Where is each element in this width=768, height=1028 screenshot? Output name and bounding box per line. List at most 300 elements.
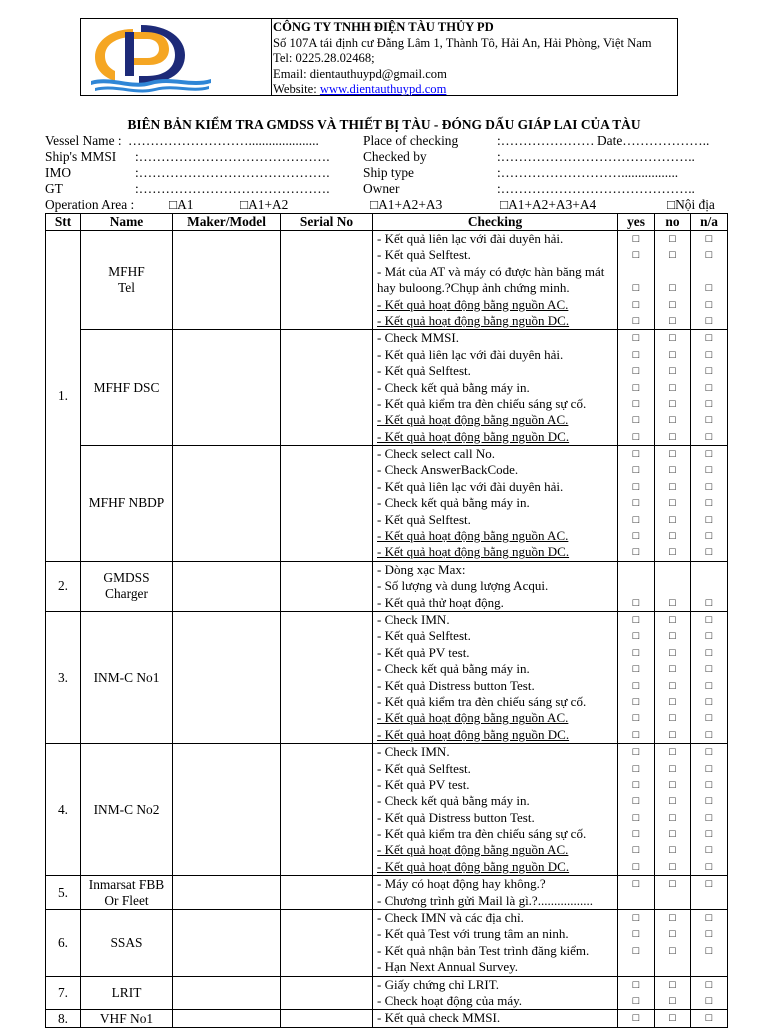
na-checkbox[interactable] [691, 744, 727, 760]
checkbox-icon: □ [705, 712, 713, 725]
yes-checkbox[interactable] [618, 479, 654, 495]
yes-checkbox [618, 893, 654, 909]
yes-checkbox[interactable] [618, 446, 654, 462]
option-a1-a2-a3-a4[interactable]: □A1+A2+A3+A4 [500, 197, 597, 212]
stt-cell: 7. [46, 976, 81, 1010]
maker-model-cell[interactable] [173, 446, 281, 562]
na-checkbox[interactable] [691, 943, 727, 959]
yes-checkbox[interactable] [618, 678, 654, 694]
header-serial: Serial No [281, 214, 373, 231]
company-logo [81, 19, 272, 95]
table-row [46, 612, 728, 744]
option-a1-a2-a3[interactable]: □A1+A2+A3 [370, 197, 443, 212]
checkbox-icon: □ [705, 646, 713, 659]
checkbox-icon: □ [669, 728, 676, 741]
equipment-name: LRIT [111, 984, 142, 1000]
checkbox-icon: □ [669, 860, 676, 873]
no-checkbox[interactable] [655, 247, 690, 263]
equipment-name: INM-C No1 [93, 669, 160, 685]
checking-cell [373, 561, 618, 611]
na-checkbox[interactable] [691, 380, 727, 396]
yes-checkbox[interactable] [618, 528, 654, 544]
yes-checkbox[interactable] [618, 710, 654, 726]
na-cell [691, 231, 728, 330]
na-checkbox[interactable] [691, 645, 727, 661]
checkbox-icon: □ [705, 778, 713, 791]
no-checkbox [655, 959, 690, 975]
na-checkbox[interactable] [691, 231, 727, 247]
yes-checkbox[interactable] [618, 859, 654, 875]
yes-cell [618, 910, 655, 977]
checkbox-icon: □ [669, 332, 676, 345]
check-item: - Giấy chứng chỉ LRIT. [377, 976, 499, 992]
no-checkbox[interactable] [655, 1010, 690, 1026]
na-checkbox[interactable] [691, 612, 727, 628]
na-checkbox[interactable] [691, 412, 727, 428]
no-checkbox[interactable] [655, 512, 690, 528]
maker-model-cell[interactable] [173, 330, 281, 446]
na-checkbox[interactable] [691, 446, 727, 462]
checking-cell [373, 876, 618, 910]
no-checkbox [655, 562, 690, 578]
checkbox-icon: □ [669, 1012, 676, 1025]
checkbox-icon: □ [669, 912, 676, 925]
yes-checkbox[interactable] [618, 977, 654, 993]
yes-checkbox[interactable] [618, 694, 654, 710]
gt-label: GT [45, 181, 63, 196]
no-checkbox[interactable] [655, 810, 690, 826]
owner-field[interactable]: :…………………………………….. [497, 181, 695, 196]
yes-checkbox[interactable] [618, 842, 654, 858]
checkbox-icon: □ [705, 944, 713, 957]
na-checkbox[interactable] [691, 347, 727, 363]
no-checkbox[interactable] [655, 479, 690, 495]
yes-cell [618, 1010, 655, 1027]
maker-model-cell[interactable] [173, 561, 281, 611]
na-checkbox[interactable] [691, 512, 727, 528]
no-checkbox[interactable] [655, 264, 690, 297]
checkbox-icon: □ [669, 630, 676, 643]
yes-checkbox[interactable] [618, 264, 654, 297]
yes-cell [618, 876, 655, 910]
yes-checkbox[interactable] [618, 330, 654, 346]
checkbox-icon: □ [632, 298, 640, 311]
yes-cell [618, 561, 655, 611]
yes-checkbox[interactable] [618, 544, 654, 560]
check-item: - Kết quả Selftest. [377, 363, 471, 379]
stt-cell: 3. [46, 612, 81, 744]
na-checkbox[interactable] [691, 727, 727, 743]
na-checkbox[interactable] [691, 297, 727, 313]
checkbox-icon: □ [632, 480, 640, 493]
serial-no-cell[interactable] [281, 612, 373, 744]
no-checkbox[interactable] [655, 380, 690, 396]
checkbox-icon: □ [669, 298, 676, 311]
check-item: - Hạn Next Annual Survey. [377, 959, 519, 975]
check-item: - Số lượng và dung lượng Acqui. [377, 578, 549, 594]
checkbox-icon: □ [632, 497, 640, 510]
no-checkbox[interactable] [655, 910, 690, 926]
checkbox-icon: □ [632, 464, 640, 477]
checkbox-icon: □ [632, 746, 640, 759]
na-checkbox[interactable] [691, 330, 727, 346]
na-checkbox[interactable] [691, 528, 727, 544]
checkbox-icon: □ [705, 912, 713, 925]
checkbox-icon [618, 578, 654, 594]
yes-checkbox[interactable] [618, 876, 654, 892]
yes-checkbox[interactable] [618, 943, 654, 959]
checkbox-icon [618, 562, 654, 578]
check-item: - Kết quả hoạt động bằng nguồn AC. [377, 710, 569, 726]
yes-checkbox[interactable] [618, 247, 654, 263]
equipment-name-cell [81, 744, 173, 876]
yes-checkbox[interactable] [618, 462, 654, 478]
na-checkbox[interactable] [691, 993, 727, 1009]
checkbox-icon: □ [705, 480, 713, 493]
na-checkbox[interactable] [691, 661, 727, 677]
yes-checkbox[interactable] [618, 645, 654, 661]
checkbox-icon: □ [669, 381, 676, 394]
checkbox-icon: □ [705, 978, 713, 991]
no-checkbox[interactable] [655, 396, 690, 412]
checkbox-icon: □ [632, 332, 640, 345]
checkbox-icon: □ [669, 944, 676, 957]
maker-model-cell[interactable] [173, 231, 281, 330]
checkbox-icon: □ [632, 233, 640, 245]
checkbox-icon: □ [669, 878, 676, 891]
no-checkbox[interactable] [655, 993, 690, 1009]
checkbox-icon: □ [669, 978, 676, 991]
yes-checkbox[interactable] [618, 612, 654, 628]
check-item: - Chương trình gửi Mail là gì.?................. [377, 892, 593, 908]
na-checkbox[interactable] [691, 544, 727, 560]
equipment-name: GMDSS [103, 570, 150, 586]
checkbox-icon: □ [705, 663, 713, 676]
equipment-name-cell [81, 1010, 173, 1027]
yes-checkbox[interactable] [618, 297, 654, 313]
no-checkbox[interactable] [655, 363, 690, 379]
no-checkbox[interactable] [655, 727, 690, 743]
maker-model-cell[interactable] [173, 910, 281, 977]
na-checkbox[interactable] [691, 810, 727, 826]
checked-by-label: Checked by [363, 149, 427, 164]
na-checkbox[interactable] [691, 777, 727, 793]
yes-checkbox[interactable] [618, 744, 654, 760]
no-checkbox[interactable] [655, 612, 690, 628]
no-cell [655, 446, 691, 562]
serial-no-cell[interactable] [281, 561, 373, 611]
no-checkbox[interactable] [655, 528, 690, 544]
yes-checkbox[interactable] [618, 777, 654, 793]
na-checkbox [691, 959, 727, 975]
checkbox-icon: □ [632, 614, 640, 626]
na-checkbox[interactable] [691, 710, 727, 726]
option-a1-a2[interactable]: □A1+A2 [240, 197, 289, 212]
equipment-name: VHF No1 [99, 1010, 154, 1026]
yes-checkbox [618, 562, 654, 578]
maker-model-cell[interactable] [173, 1010, 281, 1027]
yes-checkbox[interactable] [618, 495, 654, 511]
no-checkbox[interactable] [655, 297, 690, 313]
no-checkbox[interactable] [655, 678, 690, 694]
checkbox-icon: □ [669, 513, 676, 526]
no-checkbox[interactable] [655, 628, 690, 644]
no-checkbox[interactable] [655, 462, 690, 478]
check-item: - Check kết quả bằng máy in. [377, 379, 530, 395]
na-checkbox[interactable] [691, 363, 727, 379]
checkbox-icon [655, 578, 690, 594]
na-checkbox[interactable] [691, 876, 727, 892]
company-header [80, 18, 678, 96]
na-checkbox[interactable] [691, 910, 727, 926]
yes-checkbox[interactable] [618, 761, 654, 777]
no-cell [655, 330, 691, 446]
check-item: - Kết quả hoạt động bằng nguồn AC. [377, 842, 569, 858]
no-checkbox[interactable] [655, 544, 690, 560]
yes-checkbox[interactable] [618, 993, 654, 1009]
checkbox-icon: □ [705, 844, 713, 857]
no-checkbox[interactable] [655, 842, 690, 858]
equipment-name-cell [81, 612, 173, 744]
checkbox-icon: □ [705, 1012, 713, 1025]
na-cell [691, 446, 728, 562]
no-checkbox[interactable] [655, 495, 690, 511]
na-checkbox[interactable] [691, 678, 727, 694]
na-checkbox[interactable] [691, 694, 727, 710]
check-item: - Check IMN. [377, 744, 450, 760]
yes-cell [618, 976, 655, 1010]
yes-checkbox[interactable] [618, 1010, 654, 1026]
yes-checkbox[interactable] [618, 380, 654, 396]
na-checkbox[interactable] [691, 595, 727, 611]
check-item: - Kết quả Selftest. [377, 760, 471, 776]
table-row [46, 446, 728, 562]
yes-checkbox[interactable] [618, 396, 654, 412]
check-item: - Check MMSI. [377, 330, 459, 346]
yes-checkbox[interactable] [618, 363, 654, 379]
serial-no-cell[interactable] [281, 231, 373, 330]
na-cell [691, 330, 728, 446]
checkbox-icon: □ [669, 928, 676, 941]
na-checkbox[interactable] [691, 859, 727, 875]
no-checkbox[interactable] [655, 412, 690, 428]
imo-field[interactable]: :……………………………………. [135, 165, 330, 180]
checkbox-icon: □ [632, 381, 640, 394]
yes-checkbox[interactable] [618, 628, 654, 644]
na-checkbox[interactable] [691, 826, 727, 842]
checkbox-icon: □ [705, 746, 713, 759]
na-checkbox [691, 893, 727, 909]
serial-no-cell[interactable] [281, 330, 373, 446]
no-checkbox[interactable] [655, 330, 690, 346]
na-checkbox[interactable] [691, 761, 727, 777]
no-checkbox[interactable] [655, 943, 690, 959]
table-row [46, 910, 728, 977]
yes-checkbox [618, 959, 654, 975]
yes-checkbox[interactable] [618, 595, 654, 611]
check-item: - Máy có hoạt động hay không.? [377, 876, 546, 892]
checkbox-icon: □ [705, 928, 713, 941]
na-checkbox[interactable] [691, 926, 727, 942]
operation-area-label: Operation Area : [45, 197, 135, 212]
yes-checkbox[interactable] [618, 926, 654, 942]
equipment-name-cell [81, 976, 173, 1010]
checking-cell [373, 744, 618, 876]
na-checkbox[interactable] [691, 495, 727, 511]
checking-cell [373, 612, 618, 744]
yes-checkbox[interactable] [618, 429, 654, 445]
no-checkbox[interactable] [655, 876, 690, 892]
maker-model-cell[interactable] [173, 976, 281, 1010]
serial-no-cell[interactable] [281, 910, 373, 977]
table-row [46, 744, 728, 876]
check-item: - Kết quả liên lạc với đài duyên hải. [377, 346, 564, 362]
yes-checkbox[interactable] [618, 231, 654, 247]
serial-no-cell[interactable] [281, 744, 373, 876]
checkbox-icon [618, 959, 654, 975]
no-checkbox[interactable] [655, 661, 690, 677]
maker-model-cell[interactable] [173, 744, 281, 876]
vessel-name-field[interactable]: ………………………..................... [128, 133, 319, 148]
yes-checkbox[interactable] [618, 661, 654, 677]
stt-cell: 4. [46, 744, 81, 876]
na-checkbox[interactable] [691, 977, 727, 993]
na-checkbox[interactable] [691, 429, 727, 445]
yes-checkbox[interactable] [618, 512, 654, 528]
yes-checkbox[interactable] [618, 313, 654, 329]
date-field[interactable]: Date……………….. [597, 133, 710, 148]
checked-by-field[interactable]: :…………………………………….. [497, 149, 695, 164]
header-na: n/a [691, 214, 728, 231]
check-item: - Dòng xạc Max: [377, 561, 466, 577]
serial-no-cell[interactable] [281, 976, 373, 1010]
no-checkbox[interactable] [655, 313, 690, 329]
checkbox-icon: □ [669, 448, 676, 461]
equipment-name-cell [81, 330, 173, 446]
table-row [46, 976, 728, 1010]
place-field[interactable]: :………………… [497, 133, 595, 148]
no-checkbox[interactable] [655, 926, 690, 942]
operation-area-row [45, 197, 735, 213]
no-checkbox[interactable] [655, 694, 690, 710]
checkbox-icon: □ [705, 546, 713, 559]
yes-checkbox[interactable] [618, 826, 654, 842]
yes-checkbox[interactable] [618, 347, 654, 363]
gt-field[interactable]: :……………………………………. [135, 181, 330, 196]
no-checkbox[interactable] [655, 595, 690, 611]
no-checkbox[interactable] [655, 744, 690, 760]
header-yes: yes [618, 214, 655, 231]
na-checkbox[interactable] [691, 313, 727, 329]
option-a1[interactable]: □A1 [169, 197, 194, 212]
check-item: - Kết quả PV test. [377, 644, 470, 660]
no-cell [655, 876, 691, 910]
checkbox-icon: □ [669, 430, 676, 443]
option-inland[interactable]: □Nội địa [667, 197, 715, 212]
check-item: - Kết quả Selftest. [377, 247, 471, 263]
na-checkbox[interactable] [691, 264, 727, 297]
checkbox-icon: □ [632, 860, 640, 873]
na-checkbox [691, 562, 727, 578]
serial-no-cell[interactable] [281, 1010, 373, 1027]
equipment-name-cell [81, 561, 173, 611]
serial-no-cell[interactable] [281, 446, 373, 562]
checkbox-icon: □ [705, 596, 713, 609]
checkbox-icon: □ [632, 397, 640, 410]
checkbox-icon: □ [669, 233, 676, 245]
na-cell [691, 976, 728, 1010]
na-cell [691, 910, 728, 977]
maker-model-cell[interactable] [173, 612, 281, 744]
mmsi-field[interactable]: :……………………………………. [135, 149, 330, 164]
checkbox-icon: □ [669, 249, 676, 262]
no-checkbox[interactable] [655, 347, 690, 363]
na-checkbox[interactable] [691, 247, 727, 263]
na-checkbox[interactable] [691, 1010, 727, 1026]
no-checkbox[interactable] [655, 859, 690, 875]
no-checkbox[interactable] [655, 977, 690, 993]
checkbox-icon: □ [669, 695, 676, 708]
serial-no-cell[interactable] [281, 876, 373, 910]
no-checkbox[interactable] [655, 826, 690, 842]
na-checkbox[interactable] [691, 793, 727, 809]
no-checkbox[interactable] [655, 761, 690, 777]
yes-checkbox[interactable] [618, 412, 654, 428]
yes-checkbox [618, 578, 654, 594]
owner-label: Owner [363, 181, 400, 196]
equipment-name-cell [81, 910, 173, 977]
yes-cell [618, 446, 655, 562]
yes-checkbox[interactable] [618, 727, 654, 743]
checking-cell [373, 446, 618, 562]
na-checkbox[interactable] [691, 479, 727, 495]
na-checkbox[interactable] [691, 842, 727, 858]
no-checkbox[interactable] [655, 231, 690, 247]
no-checkbox[interactable] [655, 710, 690, 726]
checkbox-icon: □ [632, 695, 640, 708]
no-checkbox[interactable] [655, 429, 690, 445]
no-checkbox[interactable] [655, 777, 690, 793]
yes-checkbox[interactable] [618, 793, 654, 809]
checkbox-icon: □ [632, 944, 640, 957]
yes-checkbox[interactable] [618, 810, 654, 826]
na-checkbox[interactable] [691, 396, 727, 412]
checkbox-icon: □ [669, 646, 676, 659]
checkbox-icon: □ [669, 844, 676, 857]
na-checkbox[interactable] [691, 462, 727, 478]
checkbox-icon: □ [669, 762, 676, 775]
checkbox-icon: □ [632, 365, 640, 378]
check-item: - Kết quả hoạt động bằng nguồn DC. [377, 726, 570, 742]
checking-cell [373, 330, 618, 446]
yes-cell [618, 612, 655, 744]
table-row [46, 561, 728, 611]
website-link[interactable]: www.dientauthuypd.com [319, 82, 447, 97]
na-checkbox[interactable] [691, 628, 727, 644]
checkbox-icon: □ [669, 530, 676, 543]
company-name: CÔNG TY TNHH ĐIỆN TÀU THỦY PD [273, 20, 494, 34]
no-checkbox[interactable] [655, 645, 690, 661]
ship-type-field[interactable]: :………………………................. [497, 165, 679, 180]
checkbox-icon [655, 893, 690, 909]
yes-checkbox[interactable] [618, 910, 654, 926]
no-checkbox[interactable] [655, 446, 690, 462]
no-checkbox[interactable] [655, 793, 690, 809]
header-no: no [655, 214, 691, 231]
maker-model-cell[interactable] [173, 876, 281, 910]
checkbox-icon: □ [669, 365, 676, 378]
ship-type-label: Ship type [363, 165, 414, 180]
